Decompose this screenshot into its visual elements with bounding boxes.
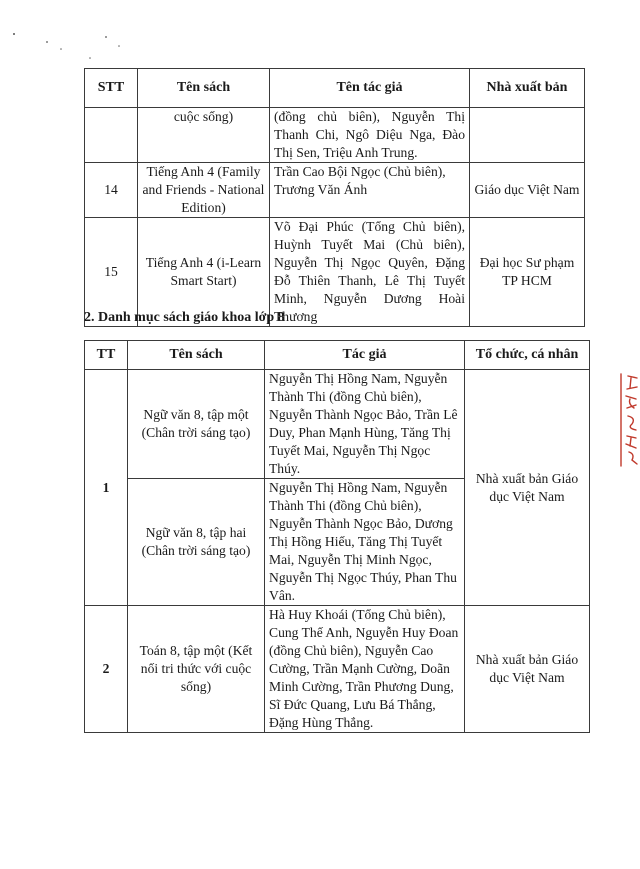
row-publisher: Đại học Sư phạm TP HCM <box>470 218 585 327</box>
row-authors: Trần Cao Bội Ngọc (Chủ biên), Trương Văn Ánh <box>270 163 470 218</box>
table-header-row <box>85 69 585 108</box>
row-book-title: Tiếng Anh 4 (i-Learn Smart Start) <box>138 218 270 327</box>
row-organization: Nhà xuất bản Giáo dục Việt Nam <box>465 606 590 733</box>
header-authors: Tác giả <box>265 341 465 370</box>
row-stt: 15 <box>85 218 138 327</box>
row-book-title: Tiếng Anh 4 (Family and Friends - National Edition) <box>138 163 270 218</box>
table-row <box>85 108 585 163</box>
row-organization: Nhà xuất bản Giáo dục Việt Nam <box>465 370 590 606</box>
row-publisher <box>470 108 585 163</box>
textbook-table-grade8 <box>84 340 590 733</box>
row-authors: Hà Huy Khoái (Tổng Chủ biên), Cung Thế Anh, Nguyễn Huy Đoan (đồng Chủ biên), Nguyễn Cao Cường, Trần Mạnh Cường, Doãn Minh Cường, Trần Phương Dung, Sĩ Đức Quang, Lưu Bá Thắng, Đặng Hùng Thắng. <box>265 606 465 733</box>
red-stamp-mark <box>618 372 640 468</box>
row-authors: Võ Đại Phúc (Tổng Chủ biên), Huỳnh Tuyết Mai (Chủ biên), Nguyễn Thị Ngọc Quyên, Đặng Đỗ Thiên Thanh, Lê Thị Tuyết Minh, Nguyễn Dương Hoài Thương <box>270 218 470 327</box>
table-row <box>85 370 590 479</box>
row-stt: 14 <box>85 163 138 218</box>
textbook-table-grade4 <box>84 68 585 327</box>
table-row <box>85 606 590 733</box>
row-authors: Nguyễn Thị Hồng Nam, Nguyễn Thành Thi (đồng Chủ biên), Nguyễn Thành Ngọc Bảo, Dương Thị Hồng Hiếu, Tăng Thị Tuyết Mai, Nguyễn Thị Minh Ngọc, Nguyễn Thị Ngọc Thúy, Phan Thu Vân. <box>265 479 465 606</box>
table-row <box>85 163 585 218</box>
scan-specks <box>0 0 140 60</box>
section-heading: 2. Danh mục sách giáo khoa lớp 8 <box>84 310 285 325</box>
header-stt: STT <box>85 69 138 108</box>
row-book-title: Ngữ văn 8, tập một (Chân trời sáng tạo) <box>128 370 265 479</box>
row-book-title: Ngữ văn 8, tập hai (Chân trời sáng tạo) <box>128 479 265 606</box>
header-book-title: Tên sách <box>138 69 270 108</box>
header-publisher: Nhà xuất bản <box>470 69 585 108</box>
header-organization: Tổ chức, cá nhân <box>465 341 590 370</box>
row-book-title: cuộc sống) <box>138 108 270 163</box>
table-header-row <box>85 341 590 370</box>
header-tt: TT <box>85 341 128 370</box>
header-authors: Tên tác giả <box>270 69 470 108</box>
row-publisher: Giáo dục Việt Nam <box>470 163 585 218</box>
row-authors: Nguyễn Thị Hồng Nam, Nguyễn Thành Thi (đồng Chủ biên), Nguyễn Thành Ngọc Bảo, Trần Lê Duy, Phan Mạnh Hùng, Tăng Thị Tuyết Mai, Nguyễn Thị Ngọc Thúy. <box>265 370 465 479</box>
row-stt <box>85 108 138 163</box>
row-authors: (đồng chủ biên), Nguyễn Thị Thanh Chi, Ngô Diệu Nga, Đào Thị Sen, Triệu Anh Trung. <box>270 108 470 163</box>
row-tt: 2 <box>85 606 128 733</box>
row-tt: 1 <box>85 370 128 606</box>
header-book-title: Tên sách <box>128 341 265 370</box>
row-book-title: Toán 8, tập một (Kết nối tri thức với cuộc sống) <box>128 606 265 733</box>
